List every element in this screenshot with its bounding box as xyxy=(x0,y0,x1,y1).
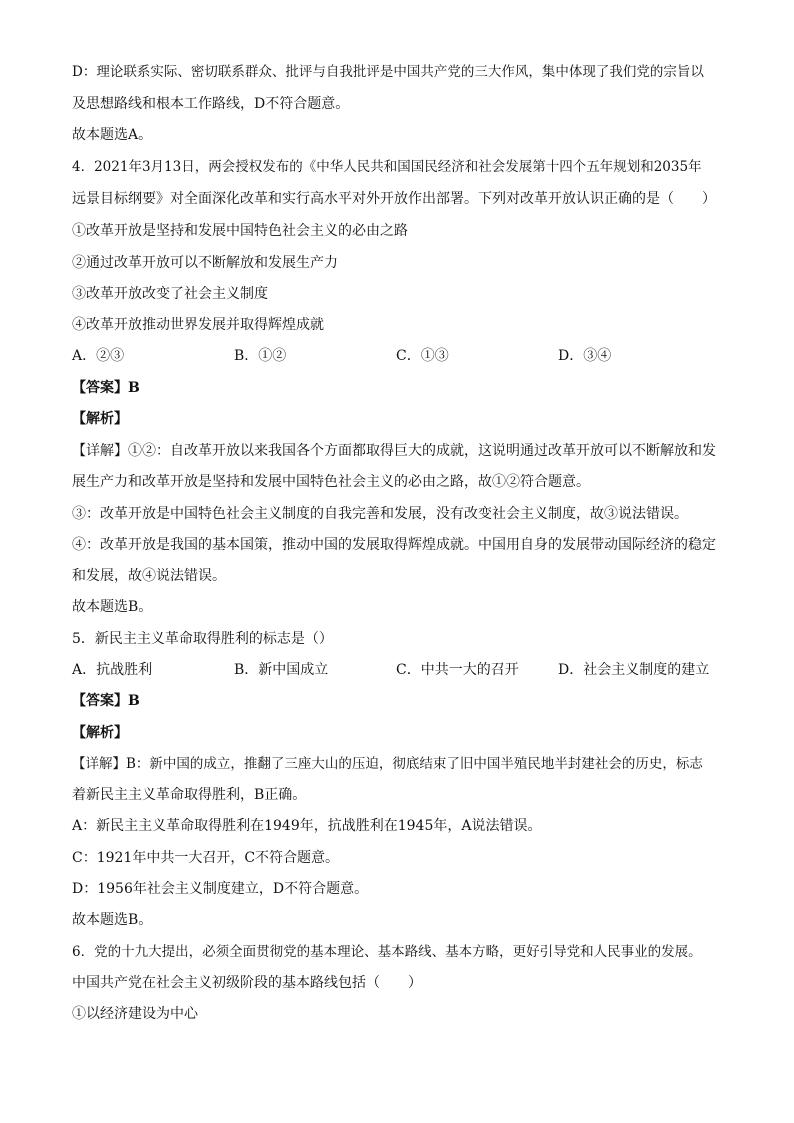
option-d: D．社会主义制度的建立 xyxy=(558,662,710,678)
conclusion-line: 故本题选B。 xyxy=(72,599,153,615)
analysis-label: 【解析】 xyxy=(72,411,128,427)
explanation-line: ③：改革开放是中国特色社会主义制度的自我完善和发展，没有改变社会主义制度，故③说法错误。 xyxy=(72,506,688,522)
question-4-stem: 远景目标纲要》对全面深化改革和实行高水平对外开放作出部署。下列对改革开放认识正确的是（ ） xyxy=(72,191,716,207)
explanation-line: 【详解】①②：自改革开放以来我国各个方面都取得巨大的成就，这说明通过改革开放可以不断解放和发 xyxy=(72,443,716,459)
text-line: 故本题选A。 xyxy=(72,127,153,143)
question-5-options xyxy=(72,660,724,680)
question-5-stem: 5．新民主主义革命取得胜利的标志是（） xyxy=(72,631,333,647)
statement-item: ③改革开放改变了社会主义制度 xyxy=(72,286,268,302)
option-d: D．③④ xyxy=(558,348,612,364)
option-b: B．新中国成立 xyxy=(234,662,329,678)
option-b: B．①② xyxy=(234,348,287,364)
option-c: C．①③ xyxy=(396,348,449,364)
answer-label: 【答案】B xyxy=(72,380,140,396)
explanation-line: ④：改革开放是我国的基本国策，推动中国的发展取得辉煌成就。中国用自身的发展带动国际经济的稳定 xyxy=(72,537,716,553)
question-4-options xyxy=(72,346,724,366)
explanation-line: D：1956年社会主义制度建立，D不符合题意。 xyxy=(72,881,369,897)
explanation-line: 和发展，故④说法错误。 xyxy=(72,568,226,584)
text-line: D：理论联系实际、密切联系群众、批评与自我批评是中国共产党的三大作风，集中体现了我们党的宗旨以 xyxy=(72,64,704,80)
question-6-stem: 中国共产党在社会主义初级阶段的基本路线包括（ ） xyxy=(72,975,422,991)
option-c: C．中共一大的召开 xyxy=(396,662,519,678)
conclusion-line: 故本题选B。 xyxy=(72,912,153,928)
statement-item: ①以经济建设为中心 xyxy=(72,1006,198,1022)
answer-label: 【答案】B xyxy=(72,693,140,709)
statement-item: ②通过改革开放可以不断解放和发展生产力 xyxy=(72,255,338,271)
question-4-stem: 4．2021年3月13日，两会授权发布的《中华人民共和国国民经济和社会发展第十四个五年规划和2035年 xyxy=(72,159,702,175)
option-a: A．②③ xyxy=(72,348,125,364)
explanation-line: 展生产力和改革开放是坚持和发展中国特色社会主义的必由之路，故①②符合题意。 xyxy=(72,474,590,490)
explanation-line: 【详解】B：新中国的成立，推翻了三座大山的压迫，彻底结束了旧中国半殖民地半封建社会的历史，标志 xyxy=(72,756,703,772)
explanation-line: A：新民主主义革命取得胜利在1949年，抗战胜利在1945年，A说法错误。 xyxy=(72,818,542,834)
option-a: A．抗战胜利 xyxy=(72,662,153,678)
explanation-line: 着新民主主义革命取得胜利，B正确。 xyxy=(72,787,307,803)
question-6-stem: 6．党的十九大提出，必须全面贯彻党的基本理论、基本路线、基本方略，更好引导党和人民事业的发展。 xyxy=(72,944,702,960)
text-line: 及思想路线和根本工作路线，D不符合题意。 xyxy=(72,96,350,112)
explanation-line: C：1921年中共一大召开，C不符合题意。 xyxy=(72,850,340,866)
statement-item: ①改革开放是坚持和发展中国特色社会主义的必由之路 xyxy=(72,223,408,239)
analysis-label: 【解析】 xyxy=(72,725,128,741)
statement-item: ④改革开放推动世界发展并取得辉煌成就 xyxy=(72,317,324,333)
